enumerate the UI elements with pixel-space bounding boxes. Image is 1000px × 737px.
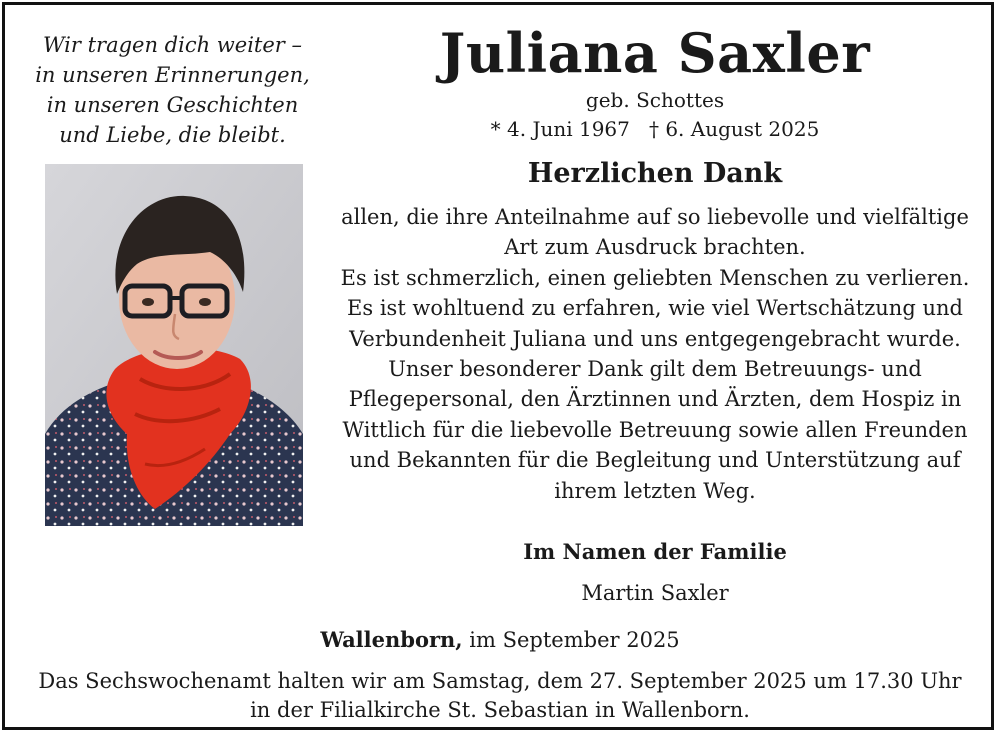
- message-line: Pflegepersonal, den Ärztinnen und Ärzten, dem Hospiz in: [348, 387, 962, 412]
- poem-line: in unseren Erinnerungen,: [35, 63, 310, 87]
- message-line: ihrem letzten Weg.: [554, 478, 756, 503]
- date-text: im September 2025: [469, 628, 680, 652]
- message-line: Es ist schmerzlich, einen geliebten Menschen zu verlieren.: [340, 265, 970, 290]
- message-line: Verbundenheit Juliana und uns entgegengebracht wurde.: [349, 326, 961, 351]
- deceased-name: Juliana Saxler: [439, 21, 871, 85]
- family-label: Im Namen der Familie: [523, 539, 787, 564]
- memorial-poem: [20, 30, 325, 150]
- message-line: allen, die ihre Anteilnahme auf so liebevolle und vielfältige: [341, 205, 969, 229]
- birth-name: geb. Schottes: [585, 88, 725, 112]
- message-line: und Bekannten für die Begleitung und Unterstützung auf: [349, 448, 961, 473]
- poem-line: und Liebe, die bleibt.: [59, 123, 286, 147]
- service-line: in der Filialkirche St. Sebastian in Wallenborn.: [250, 698, 750, 722]
- thanks-heading: Herzlichen Dank: [527, 158, 783, 189]
- message-line: Unser besonderer Dank gilt dem Betreuungs- und: [388, 357, 922, 382]
- message-line: Es ist wohltuend zu erfahren, wie viel Wertschätzung und: [347, 296, 963, 321]
- signer-name: Martin Saxler: [581, 581, 729, 605]
- poem-line: Wir tragen dich weiter –: [42, 33, 303, 57]
- message-line: Art zum Ausdruck brachten.: [504, 235, 806, 260]
- place-date: [0, 625, 1000, 655]
- life-dates: * 4. Juni 1967 † 6. August 2025: [490, 117, 820, 141]
- portrait-photo: [45, 164, 303, 526]
- service-line: Das Sechswochenamt halten wir am Samstag, dem 27. September 2025 um 17.30 Uhr: [38, 669, 962, 693]
- place-name: Wallenborn,: [320, 627, 463, 652]
- poem-line: in unseren Geschichten: [46, 93, 299, 117]
- service-announcement: [10, 667, 990, 725]
- message-line: Wittlich für die liebevolle Betreuung sowie allen Freunden: [342, 417, 968, 442]
- thanks-message: [330, 202, 980, 506]
